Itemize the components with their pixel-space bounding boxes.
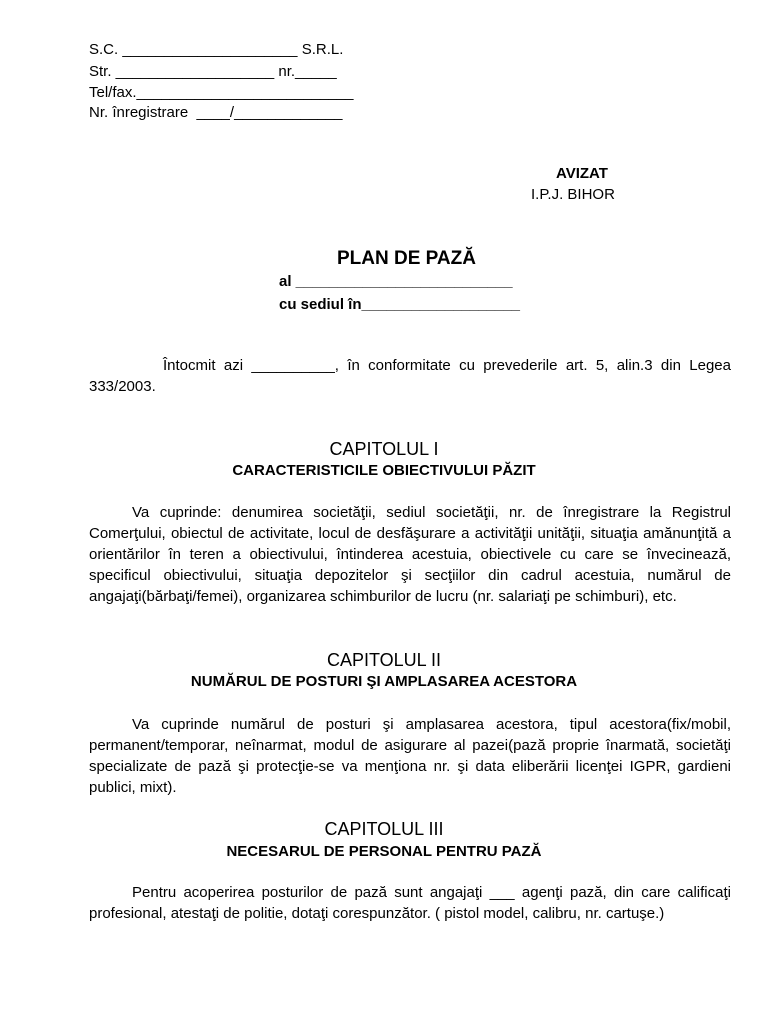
registration-line: Nr. înregistrare ____/_____________ bbox=[89, 104, 343, 121]
chapter-2-title: NUMĂRUL DE POSTURI ŞI AMPLASAREA ACESTORA bbox=[190, 673, 578, 690]
plan-title: PLAN DE PAZĂ bbox=[337, 248, 476, 269]
chapter-2-label: CAPITOLUL II bbox=[326, 650, 442, 670]
street-line: Str. ___________________ nr._____ bbox=[89, 63, 337, 80]
chapter-3-text: Pentru acoperirea posturilor de pază sunt angajaţi ___ agenţi pază, din care calificaţi profesional, atestaţi de politie, dotaţi corespunzător. ( pistol model, calibru, nr. cartuşe.) bbox=[89, 884, 731, 922]
chapter-1-title: CARACTERISTICILE OBIECTIVULUI PĂZIT bbox=[232, 462, 536, 479]
chapter-1-text: Va cuprinde: denumirea societăţii, sediul societăţii, nr. de înregistrare la Registrul Comerţului, obiectul de activitate, locul de desfăşurare a activităţii unităţii, situaţia amănunţită a orientărilor în teren a obiectivului, întinderea acestuia, obiectivele cu care se învecinează, specificul obiectivului, situaţia depozitelor şi secţiilor din cadrul acestuia, numărul de angajaţi(bărbaţi/femei), organizarea schimburilor de lucru (nr. salariaţi pe schimburi), etc. bbox=[89, 504, 731, 605]
avizat-title: AVIZAT bbox=[556, 165, 608, 182]
chapter-3-title: NECESARUL DE PERSONAL PENTRU PAZĂ bbox=[226, 843, 542, 860]
chapter-3-label: CAPITOLUL III bbox=[324, 819, 444, 839]
plan-owner-line: al __________________________ bbox=[279, 273, 513, 290]
avizat-authority: I.P.J. BIHOR bbox=[531, 186, 615, 203]
company-line: S.C. _____________________ S.R.L. bbox=[89, 41, 344, 58]
chapter-2-text: Va cuprinde numărul de posturi şi amplasarea acestora, tipul acestora(fix/mobil, permanent/temporar, neînarmat, modul de asigurare al pazei(pază proprie înarmată, societăţi specializate de pază şi protecţie-se va menţiona nr. şi data eliberării licenţei IGPR, gardieni publici, mixt). bbox=[89, 716, 731, 796]
telfax-line: Tel/fax.__________________________ bbox=[89, 84, 354, 101]
chapter-1-label: CAPITOLUL I bbox=[329, 439, 439, 459]
intro-paragraph: Întocmit azi __________, în conformitate cu prevederile art. 5, alin.3 din Legea 333/2003. bbox=[89, 357, 731, 395]
plan-sediu-line: cu sediul în___________________ bbox=[279, 296, 521, 313]
